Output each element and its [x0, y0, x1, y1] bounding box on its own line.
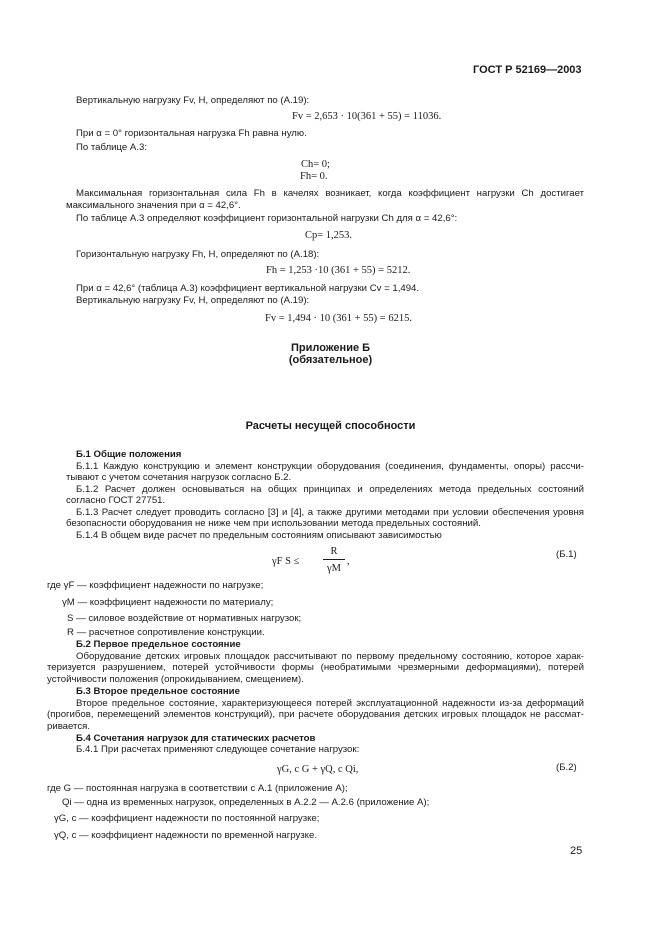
where-line: γG, c — коэффициент надежности по постоянной нагрузке; [54, 813, 320, 824]
text-line: максимального значения при α = 42,6°. [66, 200, 241, 211]
text-line: безопасности оборудования не ниже чем при использовании метода предельных состояний. [66, 518, 481, 529]
section-heading: Б.1 Общие положения [76, 449, 182, 460]
text-line: Второе предельное состояние, характеризующееся потерей эксплуатационной надежности из-за деформаций [76, 698, 584, 709]
equation: Fv = 2,653 · 10(361 + 55) = 11036. [292, 111, 442, 122]
text-line: По таблице А.3 определяют коэффициент горизонтальной нагрузки Ch для α = 42,6°: [76, 213, 458, 224]
text-line: Максимальная горизонтальная сила Fh в качелях возникает, когда коэффициент нагрузки Ch достигает [76, 188, 584, 199]
equation: Ch= 0; [301, 159, 330, 170]
text-line: Б.1.4 В общем виде расчет по предельным состояниям описывают зависимостью [76, 530, 442, 541]
where-line: Qi — одна из временных нагрузок, определенных в А.2.2 — А.2.6 (приложение А); [62, 797, 430, 808]
equation: Cp= 1,253. [305, 230, 353, 241]
text-line: Б.1.3 Расчет следует проводить согласно [3] и [4], а также другими методами при условии обеспечения уровня [76, 507, 584, 518]
equation: γG, c G + γQ, c Qi, [277, 764, 359, 775]
text-line: При α = 42,6° (таблица А.3) коэффициент вертикальной нагрузки Cv = 1,494. [76, 283, 420, 294]
annex-heading: Расчеты несущей способности [245, 420, 416, 432]
text-line: Б.1.2 Расчет должен основываться на общих принципах и определениях метода предельных состояний [76, 484, 584, 495]
fraction-bar [323, 559, 345, 560]
text-line: Б.1.1 Каждую конструкцию и элемент конструкции оборудования (соединения, фундаменты, опоры) рассчи- [76, 461, 584, 472]
text-line: теризуется разрушением, потерей устойчивости формы (необратимыми чрезмерными деформациями), потерей [47, 662, 584, 673]
equation: Fh= 0. [300, 171, 328, 182]
text-line: устойчивости положения (опрокидыванием, смещением). [47, 674, 304, 685]
equation-comma: , [347, 556, 350, 567]
annex-title: Приложение Б [290, 342, 371, 354]
where-line: γQ, c — коэффициент надежности по временной нагрузке. [54, 830, 317, 841]
where-line: где γF — коэффициент надежности по нагрузке; [47, 580, 264, 591]
equation-lhs: γF S ≤ [272, 556, 300, 567]
where-line: где G — постоянная нагрузка в соответствии с А.1 (приложение А); [47, 783, 348, 794]
text-line: Горизонтальную нагрузку Fh, Н, определяют по (А.18): [76, 249, 320, 260]
equation: Fv = 1,494 · 10 (361 + 55) = 6215. [265, 313, 412, 324]
annex-status: (обязательное) [288, 354, 373, 366]
equation-label: (Б.2) [556, 762, 577, 773]
text-line: Б.4.1 При расчетах применяют следующее сочетание нагрузок: [76, 744, 360, 755]
page-number: 25 [570, 845, 583, 857]
where-line: S — силовое воздействие от нормативных нагрузок; [67, 613, 302, 624]
section-heading: Б.4 Сочетания нагрузок для статических расчетов [76, 733, 316, 744]
section-heading: Б.3 Второе предельное состояние [76, 686, 240, 697]
equation-numerator: R [330, 546, 338, 557]
text-line: По таблице А.3: [76, 142, 147, 153]
text-line: тывают с учетом сочетания нагрузок согласно Б.2. [66, 472, 292, 483]
text-line: Вертикальную нагрузку Fv, Н, определяют по (А.19): [76, 95, 310, 106]
text-line: ривается. [47, 721, 90, 732]
text-line: согласно ГОСТ 27751. [66, 495, 166, 506]
equation: Fh = 1,253 ·10 (361 + 55) = 5212. [266, 265, 411, 276]
document-number: ГОСТ Р 52169—2003 [473, 64, 582, 76]
section-heading: Б.2 Первое предельное состояние [76, 639, 241, 650]
text-line: Вертикальную нагрузку Fv, Н, определяют по (А.19): [76, 295, 310, 306]
where-line: R — расчетное сопротивление конструкции. [67, 627, 265, 638]
text-line: При α = 0° горизонтальная нагрузка Fh равна нулю. [76, 128, 307, 139]
equation-denominator: γM [327, 563, 341, 574]
where-line: γM — коэффициент надежности по материалу; [62, 597, 274, 608]
text-line: Оборудование детских игровых площадок рассчитывают по первому предельному состоянию, которое харак- [76, 651, 584, 662]
equation-label: (Б.1) [556, 549, 577, 560]
text-line: (прогибов, перемещений элементов конструкций), при расчете оборудования детских игровых площадок не рассмат- [47, 709, 584, 720]
